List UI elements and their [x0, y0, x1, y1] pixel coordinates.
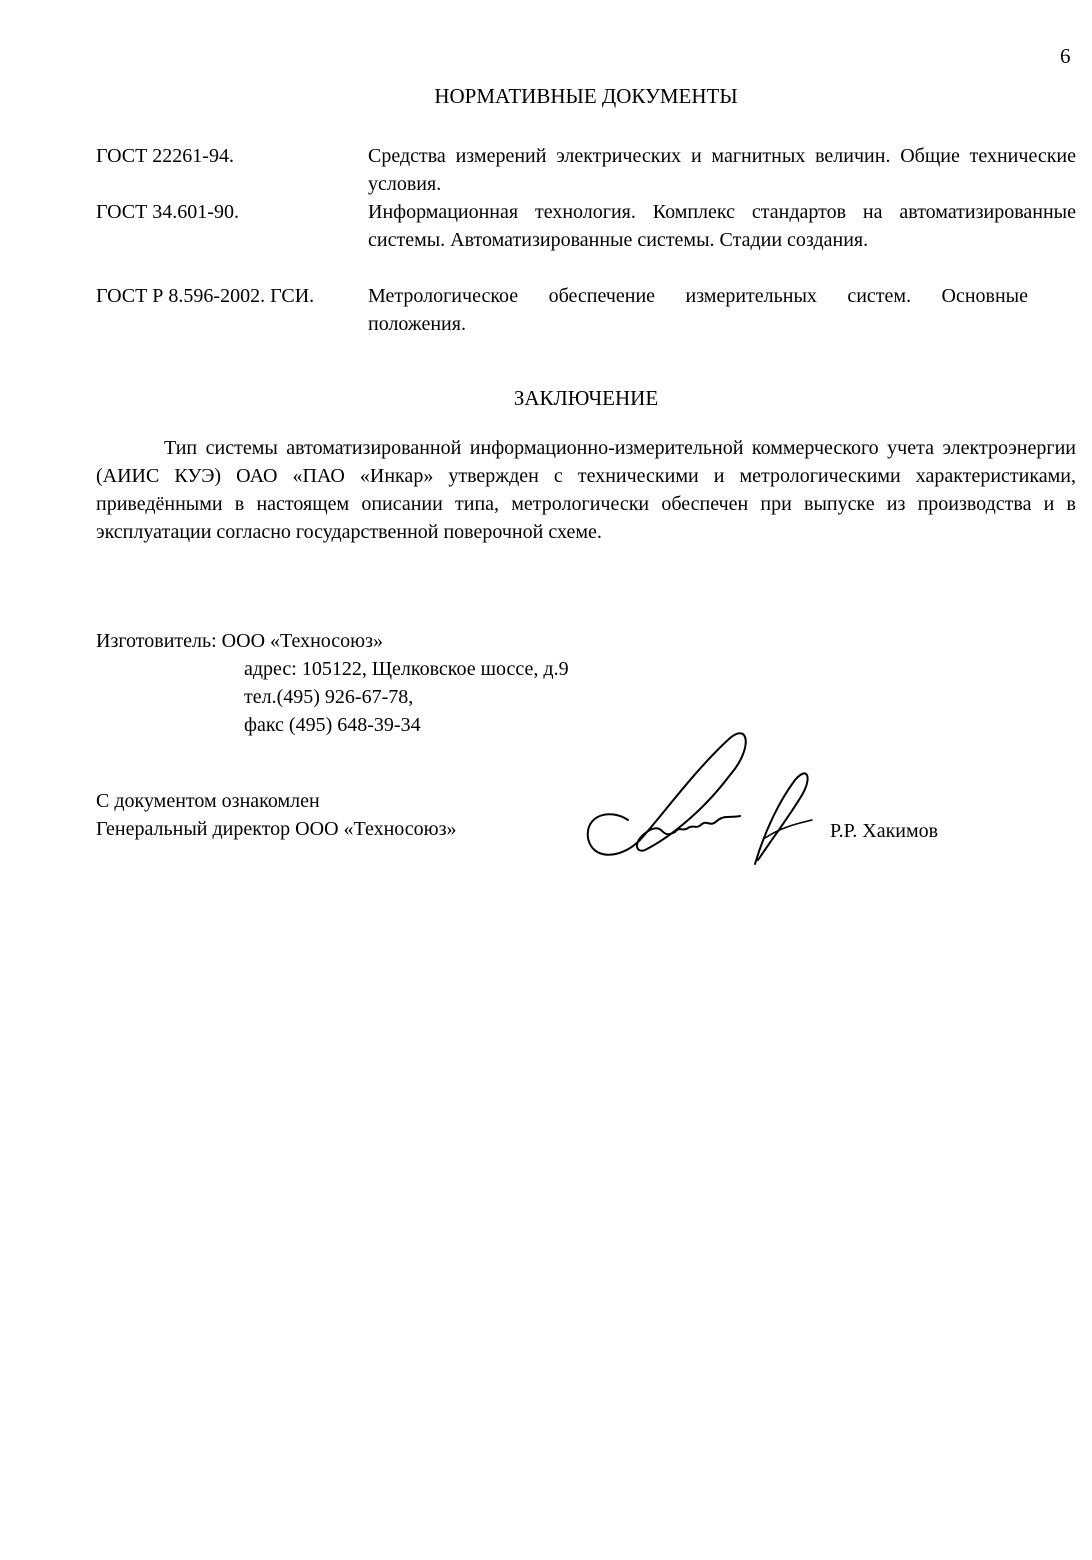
- normative-documents-heading: НОРМАТИВНЫЕ ДОКУМЕНТЫ: [434, 84, 738, 108]
- director-title: Генеральный директор ООО «Техносоюз»: [96, 818, 457, 840]
- document-code: ГОСТ Р 8.596-2002. ГСИ.: [96, 285, 315, 307]
- handwritten-signature: [580, 720, 830, 880]
- document-description: Метрологическое обеспечение измерительных систем. Основные положения.: [368, 285, 1028, 335]
- conclusion-heading: ЗАКЛЮЧЕНИЕ: [513, 386, 659, 410]
- acknowledgement-line: С документом ознакомлен: [96, 790, 320, 812]
- manufacturer-label: Изготовитель: ООО «Техносоюз»: [96, 630, 384, 652]
- normative-item: [96, 142, 1076, 198]
- conclusion-paragraph: Тип системы автоматизированной информационно-измерительной коммерческого учета электроэнергии (АИИС КУЭ) ОАО «ПАО «Инкар» утвержден с техническими и метрологическими характеристиками, приведёнными в настоящем описании типа, метрологически обеспечен при выпуске из производства и в эксплуатации согласно государственной поверочной схеме.: [96, 437, 1076, 543]
- normative-item: [96, 282, 1076, 338]
- document-code: ГОСТ 22261-94.: [96, 145, 234, 167]
- page-number: 6: [1060, 44, 1071, 68]
- normative-item: [96, 198, 1076, 282]
- manufacturer-phone: тел.(495) 926-67-78,: [244, 686, 414, 708]
- document-description: Средства измерений электрических и магнитных величин. Общие технические условия.: [368, 145, 1076, 195]
- manufacturer-address: адрес: 105122, Щелковское шоссе, д.9: [244, 658, 569, 680]
- document-description: Информационная технология. Комплекс стандартов на автоматизированные системы. Автоматизированные системы. Стадии создания.: [368, 201, 1076, 251]
- manufacturer-fax: факс (495) 648-39-34: [244, 714, 421, 736]
- director-name: Р.Р. Хакимов: [830, 820, 939, 842]
- document-code: ГОСТ 34.601-90.: [96, 201, 239, 223]
